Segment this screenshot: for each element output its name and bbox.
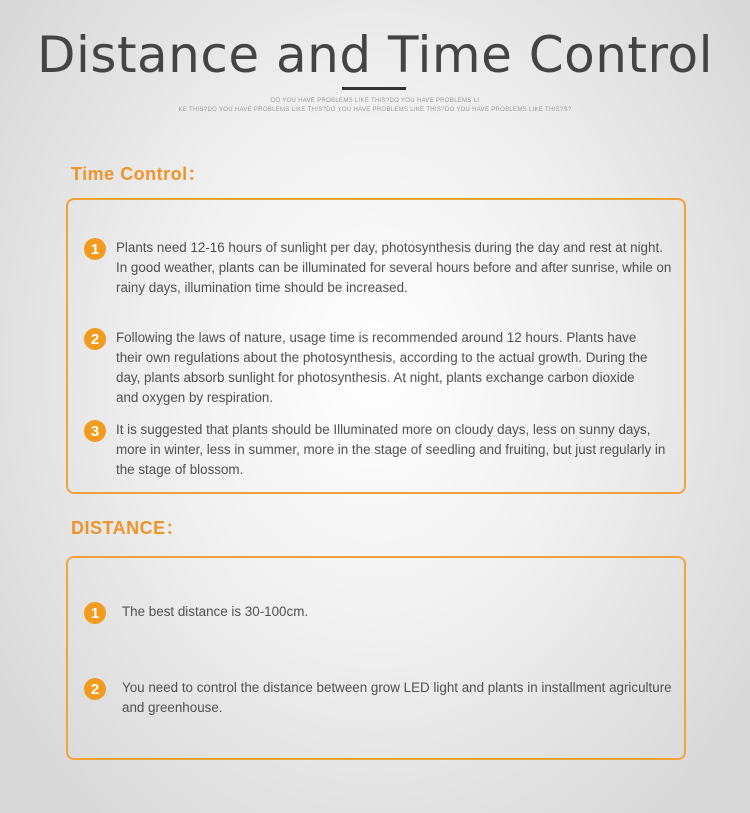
time-item-3 [84, 420, 674, 480]
number-badge-1: 1 [84, 238, 106, 260]
time-item-2-text: Following the laws of nature, usage time is recommended around 12 hours. Plants have their own regulations about the photosynthesis, according to the actual growth. During the day, plants absorb sunlight for photosynthesis. At night, plants exchange carbon dioxide and oxygen by respiration. [116, 330, 648, 405]
distance-item-1 [84, 602, 674, 624]
time-item-2 [84, 328, 658, 408]
distance-item-2 [84, 678, 674, 718]
distance-heading: DISTANCE： [71, 518, 185, 538]
number-badge-2: 2 [84, 328, 106, 350]
time-item-3-text: It is suggested that plants should be Illuminated more on cloudy days, less on sunny days, more in winter, less in summer, more in the stage of seedling and fruiting, but just regularly in the stage of blossom. [116, 422, 666, 477]
distance-item-2-text: You need to control the distance between grow LED light and plants in installment agriculture and greenhouse. [122, 680, 672, 715]
subtitle-line-2: KE THIS?DO YOU HAVE PROBLEMS LIKE THIS?DO YOU HAVE PROBLEMS LIKE THIS?DO YOU HAVE PROBLEMS LIKE THIS?S? [178, 107, 572, 113]
number-badge-1: 1 [84, 602, 106, 624]
subtitle-line-1: DO YOU HAVE PROBLEMS LIKE THIS?DO YOU HAVE PROBLEMS LI [270, 98, 480, 104]
distance-box [66, 556, 686, 760]
time-control-heading: Time Control： [71, 164, 207, 184]
page-title: Distance and Time Control [37, 26, 713, 84]
number-badge-2: 2 [84, 678, 106, 700]
time-control-box [66, 198, 686, 494]
title-underline [342, 87, 406, 90]
time-item-1-text: Plants need 12-16 hours of sunlight per day, photosynthesis during the day and rest at night. In good weather, plants can be illuminated for several hours before and after sunrise, while on rainy days, illumination time should be increased. [116, 240, 672, 295]
time-item-1 [84, 238, 674, 298]
number-badge-3: 3 [84, 420, 106, 442]
distance-item-1-text: The best distance is 30-100cm. [122, 604, 309, 619]
